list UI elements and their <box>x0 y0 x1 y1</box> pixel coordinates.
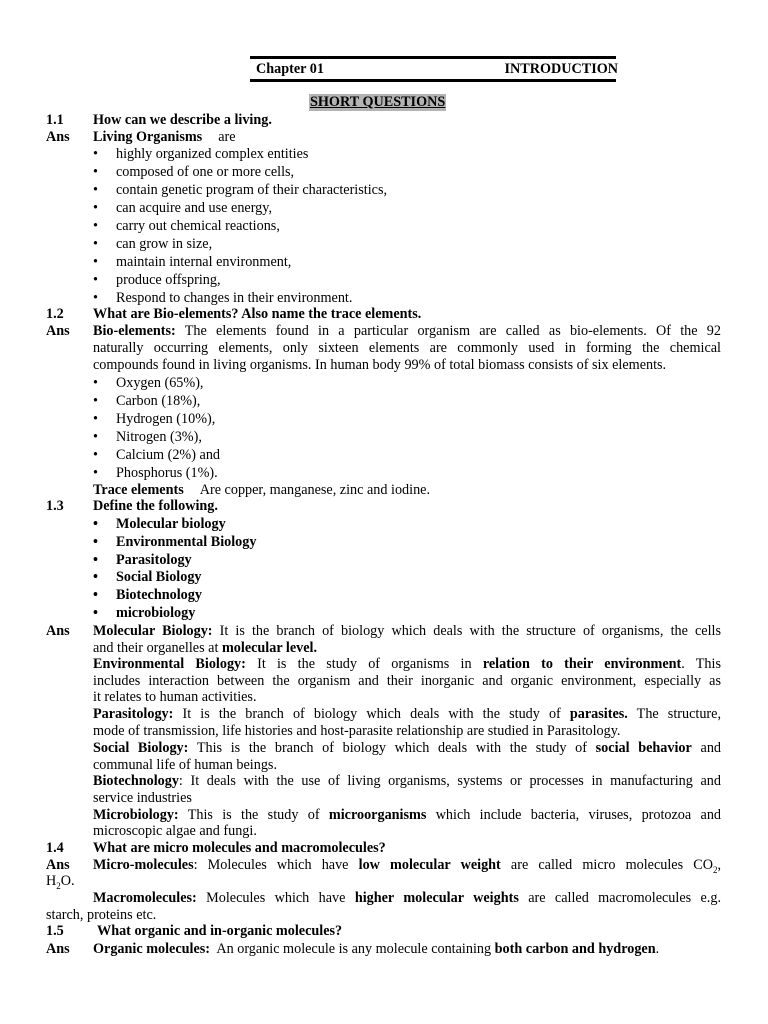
chapter-number: Chapter 01 <box>256 61 324 77</box>
list-item: • Respond to changes in their environment. <box>93 290 353 306</box>
list-item: • Calcium (2%) and <box>93 447 221 463</box>
paragraph-line: compounds found in living organisms. In human body 99% of total biomass consists of six elements. <box>93 357 667 373</box>
header-bottom-rule <box>250 79 616 82</box>
question-text: Define the following. <box>93 498 218 514</box>
list-item: • highly organized complex entities <box>93 146 309 162</box>
list-item: • Phosphorus (1%). <box>93 465 218 481</box>
answer-label: Ans <box>46 623 70 639</box>
paragraph-line: includes interaction between the organism and their inorganic and organic environment, especially as <box>93 673 721 689</box>
question-number: 1.4 <box>46 840 64 856</box>
question-number: 1.1 <box>46 112 64 128</box>
list-item: • maintain internal environment, <box>93 254 292 270</box>
paragraph-line: Molecular Biology: It is the branch of biology which deals with the structure of organisms, the cells <box>93 623 722 639</box>
header-top-rule <box>250 56 616 59</box>
paragraph-line: Microbiology: This is the study of microorganisms which include bacteria, viruses, protozoa and <box>93 807 722 823</box>
paragraph-line: mode of transmission, life histories and host-parasite relationship are studied in Parasitology. <box>93 723 621 739</box>
paragraph-line: communal life of human beings. <box>93 757 278 773</box>
list-item: • can grow in size, <box>93 236 213 252</box>
list-item: • carry out chemical reactions, <box>93 218 280 234</box>
list-item: • microbiology <box>93 605 196 621</box>
answer-line <box>93 129 236 146</box>
question-text: How can we describe a living. <box>93 112 272 128</box>
question-number: 1.3 <box>46 498 64 514</box>
list-item: • composed of one or more cells, <box>93 164 295 180</box>
paragraph-line: Environmental Biology: It is the study of organisms in relation to their environment. This <box>93 656 721 672</box>
answer-label: Ans <box>46 857 70 873</box>
list-item: • Molecular biology <box>93 516 226 532</box>
question-number: 1.5 <box>46 923 64 939</box>
answer-label: Ans <box>46 129 70 145</box>
paragraph-line: Social Biology: This is the branch of biology which deals with the study of social behavior and <box>93 740 722 756</box>
question-text: What are micro molecules and macromolecules? <box>93 840 386 856</box>
list-item: • contain genetic program of their characteristics, <box>93 182 388 198</box>
section-title: SHORT QUESTIONS <box>310 94 446 110</box>
trace-elements-line: Trace elements Are copper, manganese, zinc and iodine. <box>93 482 431 498</box>
paragraph-line: starch, proteins etc. <box>46 907 157 923</box>
paragraph-line: naturally occurring elements, only sixteen elements are commonly used in forming the chemical <box>93 340 721 356</box>
list-item: • Environmental Biology <box>93 534 257 550</box>
paragraph-line: Micro-molecules: Molecules which have low molecular weight are called micro molecules $CO_2$, <box>93 857 722 875</box>
question-number: 1.2 <box>46 306 64 322</box>
question-text: What are Bio-elements? Also name the trace elements. <box>93 306 422 322</box>
list-item: • Nitrogen (3%), <box>93 429 202 445</box>
paragraph-line: Bio-elements: The elements found in a particular organism are called as bio-elements. Of the 92 <box>93 323 721 339</box>
paragraph-line: Parasitology: It is the branch of biology which deals with the study of parasites. The structure, <box>93 706 721 722</box>
paragraph-line: Organic molecules: An organic molecule is any molecule containing both carbon and hydrogen. <box>93 941 660 957</box>
list-item: • can acquire and use energy, <box>93 200 272 216</box>
question-text: What organic and in-organic molecules? <box>97 923 343 939</box>
chapter-header <box>250 56 616 82</box>
list-item: • Hydrogen (10%), <box>93 411 216 427</box>
list-item: • Carbon (18%), <box>93 393 201 409</box>
list-item: • Social Biology <box>93 569 202 585</box>
paragraph-line: $H_2O$. <box>46 873 75 891</box>
answer-label: Ans <box>46 941 70 957</box>
answer-label: Ans <box>46 323 70 339</box>
paragraph-line: it relates to human activities. <box>93 689 257 705</box>
paragraph-line: microscopic algae and fungi. <box>93 823 257 839</box>
paragraph-line: service industries <box>93 790 192 806</box>
list-item: • Oxygen (65%), <box>93 375 204 391</box>
paragraph-line: Macromolecules: Molecules which have higher molecular weights are called macromolecules e.g. <box>93 890 721 906</box>
list-item: • Biotechnology <box>93 587 202 603</box>
list-item: • Parasitology <box>93 552 192 568</box>
paragraph-line: and their organelles at molecular level. <box>93 640 318 656</box>
paragraph-line: Biotechnology: It deals with the use of living organisms, systems or processes in manufacturing and <box>93 773 721 789</box>
chapter-title: INTRODUCTION <box>504 61 618 77</box>
term: Living Organisms <box>93 129 203 145</box>
text: are <box>218 129 236 145</box>
list-item: • produce offspring, <box>93 272 221 288</box>
